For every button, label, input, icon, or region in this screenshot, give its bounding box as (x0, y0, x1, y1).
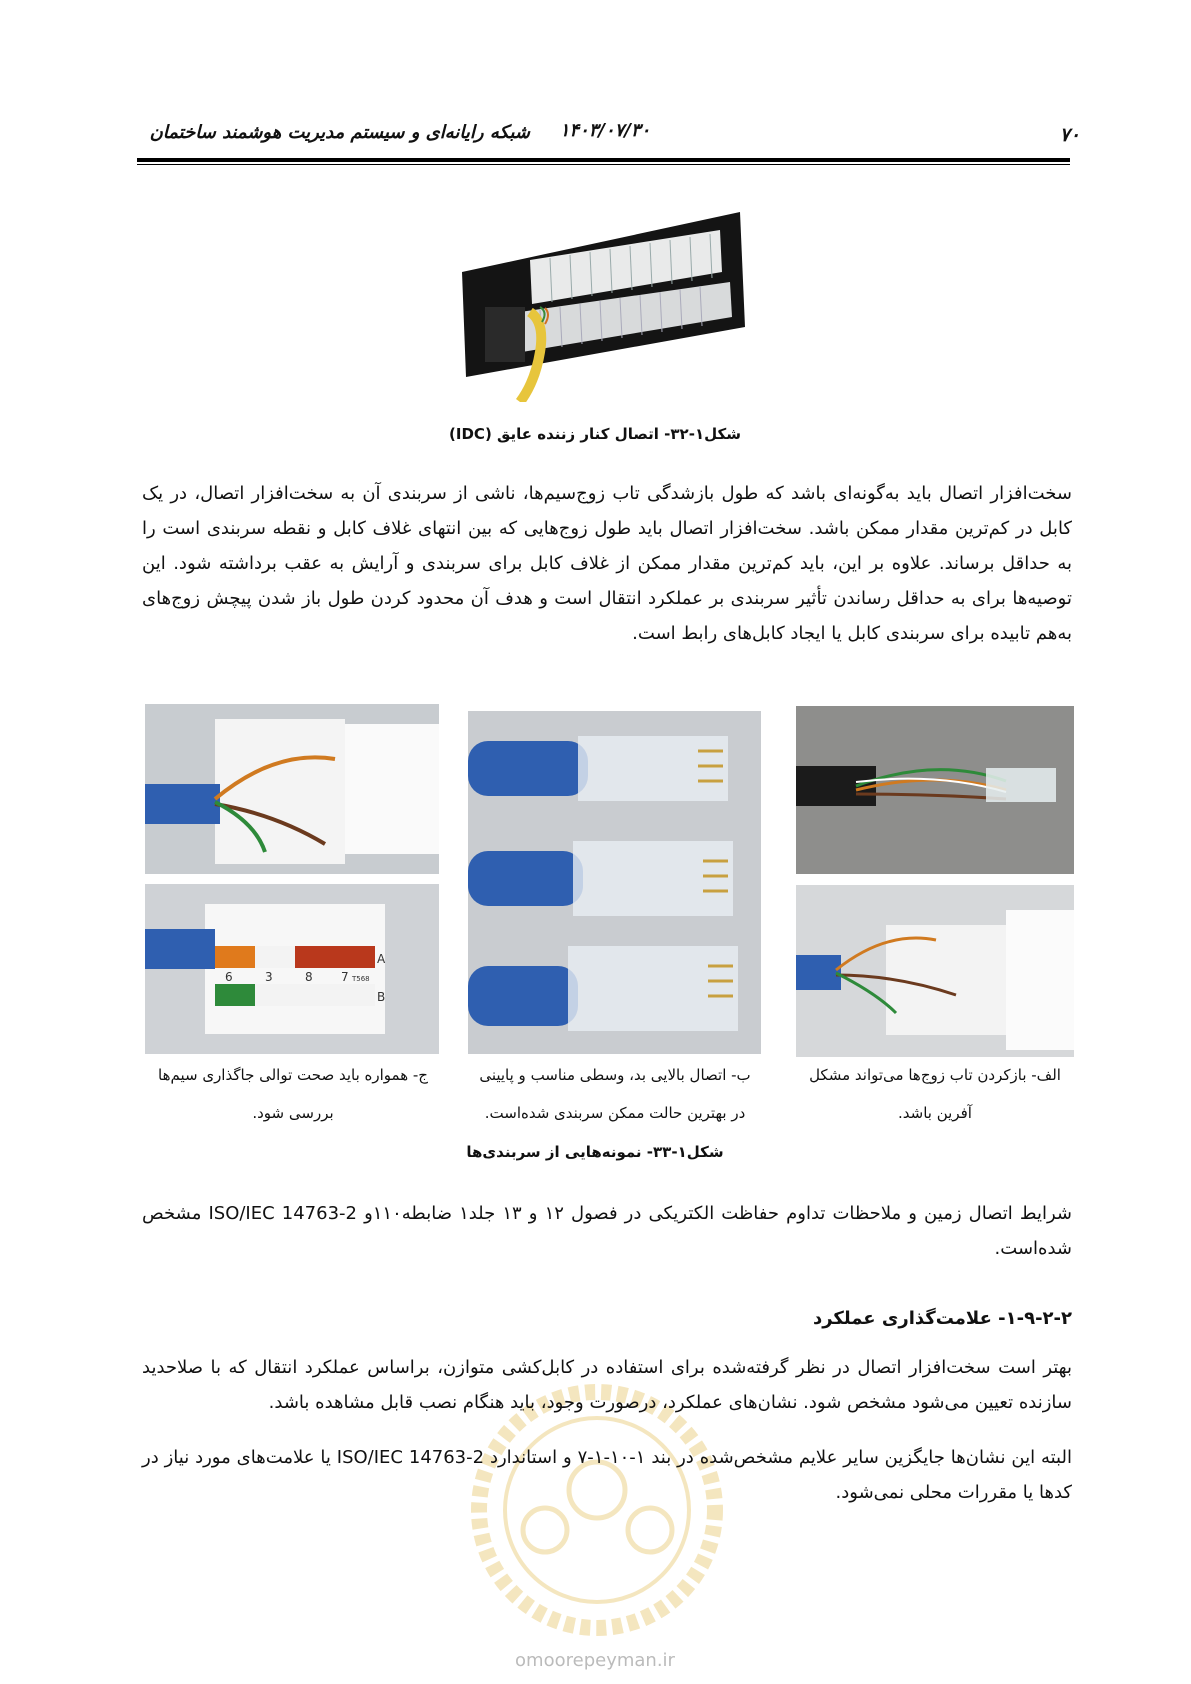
paragraph-3-text: بهتر است سخت‌افزار اتصال در نظر گرفته‌شده برای استفاده در کابل‌کشی متوازن، براساس عملکرد انتقال که با صلاحدید سازنده تعیین می‌شود مشخص شود. نشان‌های عملکرد، درصورت وجود، باید هنگام نصب قابل مشاهده باشد. (142, 1357, 1072, 1413)
caption-b (455, 1056, 775, 1132)
paragraph-2 (142, 1196, 1072, 1266)
paragraph-3 (142, 1350, 1072, 1420)
paragraph-1 (142, 476, 1072, 651)
jack-number-4: 7 (341, 970, 349, 984)
page-number: ۷۰ (1059, 124, 1080, 146)
header-title: شبکه رایانه‌ای و سیستم مدیریت هوشمند ساختمان (149, 122, 530, 143)
caption-a-line-1: الف- بازکردن تاب زوج‌ها می‌تواند مشکل (809, 1066, 1061, 1084)
paragraph-4-text: البته این نشان‌ها جایگزین سایر علایم مشخص‌شده در بند ۱-۱۰-۱-۷ و استاندارد ISO/IEC 14763-2 یا علامت‌های مورد نیاز در کدها یا مقررات محلی نمی‌شود. (142, 1447, 1072, 1503)
paragraph-4 (142, 1440, 1072, 1510)
jack-number-2: 3 (265, 970, 273, 984)
header-rule-thick (137, 158, 1070, 162)
caption-b-line-1: ب- اتصال بالایی بد، وسطی مناسب و پایینی (479, 1066, 751, 1084)
photo-a-top (796, 706, 1074, 874)
jack-number-1: 6 (225, 970, 233, 984)
watermark-url: omoorepeyman.ir (515, 1650, 675, 1671)
caption-b-line-2: در بهترین حالت ممکن سربندی شده‌است. (484, 1104, 746, 1122)
caption-c-line-2: بررسی شود. (252, 1104, 334, 1122)
photo-c-bottom (145, 884, 439, 1054)
section-heading: ۱-۹-۲-۲- علامت‌گذاری عملکرد (812, 1308, 1072, 1329)
jack-row-a-label: A (377, 952, 386, 966)
jack-standard-label: T568 (352, 975, 370, 983)
jack-number-3: 8 (305, 970, 313, 984)
paragraph-1-text: سخت‌افزار اتصال باید به‌گونه‌ای باشد که طول بازشدگی تاب زوج‌سیم‌ها، ناشی از سربندی آن به سخت‌افزار اتصال، در یک کابل در کم‌ترین مقدار ممکن باشد. سخت‌افزار اتصال باید طول زوج‌هایی که بین انتهای غلاف کابل و نقطه سربندی است را به حداقل برساند. علاوه بر این، باید کم‌ترین مقدار ممکن از غلاف کابل برای سربندی و آرایش به عقب برداشته شود. این توصیه‌ها برای به حداقل رساندن تأثیر سربندی بر عملکرد انتقال است و هدف آن محدود کردن طول باز شدن پیچش زوج‌های به‌هم تابیده برای سربندی کابل یا ایجاد کابل‌های رابط است. (142, 483, 1072, 644)
photo-c-top (145, 704, 439, 874)
photo-b (468, 711, 761, 1054)
caption-c (138, 1056, 448, 1132)
figure-33-caption: شکل۱-۳۳- نمونه‌هایی از سربندی‌ها (466, 1143, 724, 1161)
caption-a-line-2: آفرین باشد. (898, 1104, 972, 1122)
figure-32-caption: شکل۱-۳۲- اتصال کنار زننده عایق (IDC) (449, 425, 741, 443)
patch-panel-photo (460, 212, 750, 402)
caption-c-line-1: ج- همواره باید صحت توالی جاگذاری سیم‌ها (158, 1066, 428, 1084)
jack-row-b-label: B (377, 990, 386, 1004)
header-rule-thin (137, 164, 1070, 165)
photo-a-bottom (796, 885, 1074, 1057)
header-date: ۱۴۰۳/۰۷/۳۰ (559, 120, 651, 141)
caption-a (780, 1056, 1090, 1132)
paragraph-2-text: شرایط اتصال زمین و ملاحظات تداوم حفاظت الکتریکی در فصول ۱۲ و ۱۳ جلد۱ ضابطه۱۱۰و ISO/IEC 14763-2 مشخص شده‌است. (142, 1203, 1072, 1259)
